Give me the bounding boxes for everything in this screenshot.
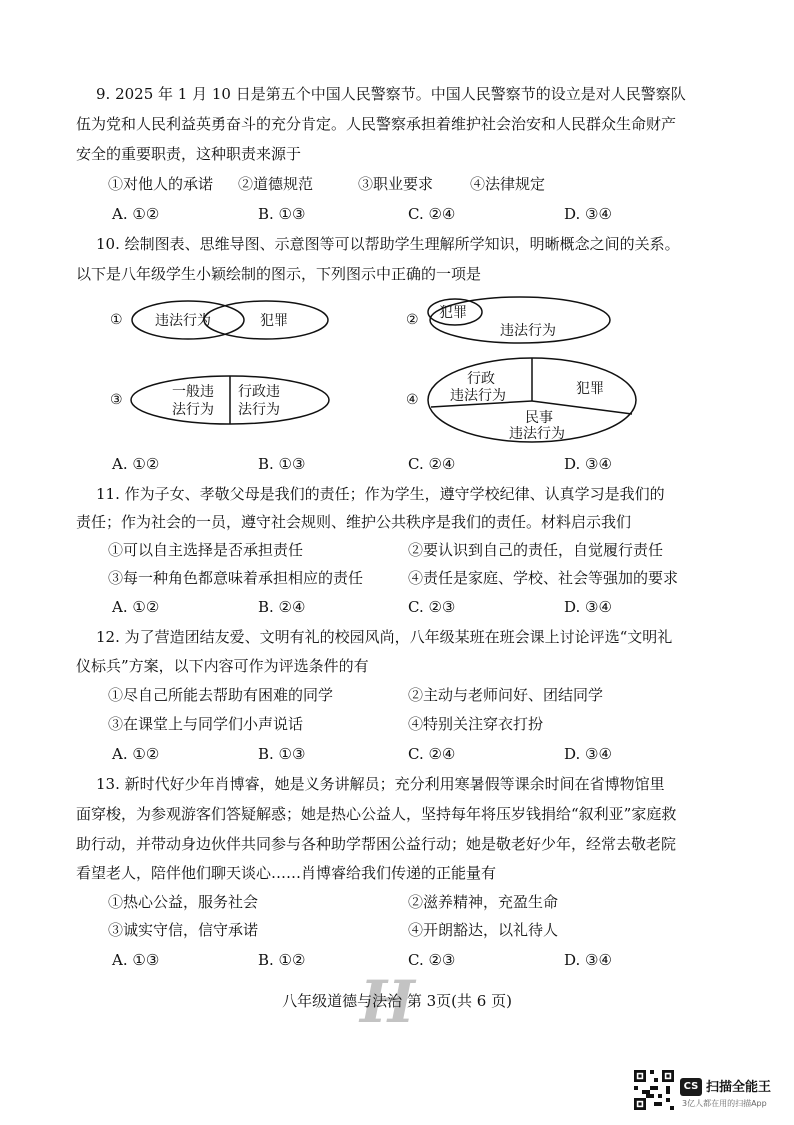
scanner-brand: 扫描全能王: [706, 1080, 772, 1095]
diagram-1: [110, 301, 328, 339]
q13-line-3: 助行动，并带动身边伙伴共同参与各种助学帮困公益行动；她是敬老好少年，经常去敬老院: [76, 835, 677, 853]
concept-diagrams: [100, 290, 740, 450]
page-footer: 八年级道德与法治 第 3页(共 6 页): [282, 992, 512, 1010]
diagram-3: [110, 376, 329, 424]
q11-choice-b: B. ②④: [258, 598, 306, 616]
q13-line-2: 面穿梭，为参观游客们答疑解惑；她是热心公益人，坚持每年将压岁钱捐给“叙利亚”家庭救: [76, 805, 677, 823]
q9-choice-a: A. ①②: [112, 205, 160, 223]
diagram-2-number: ②: [406, 312, 419, 328]
q12-line-2: 仪标兵”方案，以下内容可作为评选条件的有: [76, 657, 369, 675]
q9-item-1: ①对他人的承诺: [108, 175, 214, 193]
q11-item-3: ③每一种角色都意味着承担相应的责任: [108, 569, 364, 587]
q13-choice-a: A. ①③: [112, 951, 160, 969]
diagram-1-number: ①: [110, 312, 123, 328]
q11-line-2: 责任；作为社会的一员，遵守社会规则、维护公共秩序是我们的责任。材料启示我们: [76, 513, 632, 531]
q10-choice-a: A. ①②: [112, 455, 160, 473]
q11-choice-c: C. ②③: [408, 598, 456, 616]
diagram-4-seg-3b: 违法行为: [509, 426, 565, 442]
diagram-4-seg-1b: 违法行为: [450, 388, 506, 404]
q9-choice-b: B. ①③: [258, 205, 306, 223]
q13-line-4: 看望老人，陪伴他们聊天谈心……肖博睿给我们传递的正能量有: [76, 864, 497, 882]
q10-choice-b: B. ①③: [258, 455, 306, 473]
q9-choice-c: C. ②④: [408, 205, 456, 223]
diagram-2-inner: 犯罪: [439, 305, 467, 321]
q12-item-3: ③在课堂上与同学们小声说话: [108, 715, 304, 733]
q9-line-3: 安全的重要职责，这种职责来源于: [76, 145, 302, 163]
q13-choice-b: B. ①②: [258, 951, 306, 969]
diagram-2-outer: 违法行为: [500, 323, 556, 339]
q9-item-4: ④法律规定: [470, 175, 546, 193]
watermark-letter: H: [360, 968, 415, 1036]
q12-line-1: 12. 为了营造团结友爱、文明有礼的校园风尚，八年级某班在班会课上讨论评选“文明礼: [96, 628, 673, 646]
q11-item-4: ④责任是家庭、学校、社会等强加的要求: [408, 569, 679, 587]
q13-item-3: ③诚实守信，信守承诺: [108, 921, 259, 939]
q12-choice-c: C. ②④: [408, 745, 456, 763]
q11-choice-a: A. ①②: [112, 598, 160, 616]
q13-choice-c: C. ②③: [408, 951, 456, 969]
diagram-4-number: ④: [406, 392, 419, 408]
q12-choice-b: B. ①③: [258, 745, 306, 763]
diagram-4-seg-2: 犯罪: [576, 381, 604, 397]
q11-item-2: ②要认识到自己的责任，自觉履行责任: [408, 541, 664, 559]
q12-item-2: ②主动与老师问好、团结同学: [408, 686, 604, 704]
q12-choice-a: A. ①②: [112, 745, 160, 763]
q9-item-2: ②道德规范: [238, 175, 314, 193]
diagram-4-seg-3a: 民事: [525, 410, 553, 426]
cs-logo-icon: CS: [680, 1078, 702, 1096]
diagram-3-right-2: 法行为: [238, 402, 280, 418]
q13-choice-d: D. ③④: [564, 951, 612, 969]
q13-line-1: 13. 新时代好少年肖博睿，她是义务讲解员；充分利用寒暑假等课余时间在省博物馆里: [96, 775, 665, 793]
q10-line-2: 以下是八年级学生小颖绘制的图示，下列图示中正确的一项是: [76, 265, 482, 283]
q10-choice-c: C. ②④: [408, 455, 456, 473]
q9-choice-d: D. ③④: [564, 205, 612, 223]
diagram-1-label-b: 犯罪: [260, 313, 288, 329]
scanner-badge: [634, 1070, 782, 1114]
scanner-tagline: 3亿人都在用的扫描App: [682, 1099, 767, 1108]
diagram-4: [406, 358, 636, 442]
q13-item-1: ①热心公益，服务社会: [108, 893, 259, 911]
diagram-3-left-2: 法行为: [172, 402, 214, 418]
q9-line-2: 伍为党和人民利益英勇奋斗的充分肯定。人民警察承担着维护社会治安和人民群众生命财产: [76, 115, 677, 133]
q9-item-3: ③职业要求: [358, 175, 434, 193]
q10-line-1: 10. 绘制图表、思维导图、示意图等可以帮助学生理解所学知识，明晰概念之间的关系。: [96, 235, 680, 253]
q9-line-1: 9. 2025 年 1 月 10 日是第五个中国人民警察节。中国人民警察节的设立是对人民警察队: [96, 85, 686, 103]
q11-line-1: 11. 作为子女、孝敬父母是我们的责任；作为学生，遵守学校纪律、认真学习是我们的: [96, 485, 665, 503]
diagram-1-label-a: 违法行为: [155, 313, 211, 329]
q10-choice-d: D. ③④: [564, 455, 612, 473]
q12-item-4: ④特别关注穿衣打扮: [408, 715, 544, 733]
diagram-4-seg-1a: 行政: [467, 371, 495, 387]
q11-item-1: ①可以自主选择是否承担责任: [108, 541, 304, 559]
q13-item-2: ②滋养精神，充盈生命: [408, 893, 559, 911]
diagram-3-left-1: 一般违: [172, 384, 214, 400]
q12-item-1: ①尽自己所能去帮助有困难的同学: [108, 686, 334, 704]
q12-choice-d: D. ③④: [564, 745, 612, 763]
qr-code-icon: [634, 1070, 674, 1110]
diagram-3-right-1: 行政违: [238, 384, 280, 400]
diagram-2: [406, 297, 610, 343]
diagram-3-number: ③: [110, 392, 123, 408]
q11-choice-d: D. ③④: [564, 598, 612, 616]
q13-item-4: ④开朗豁达，以礼待人: [408, 921, 559, 939]
